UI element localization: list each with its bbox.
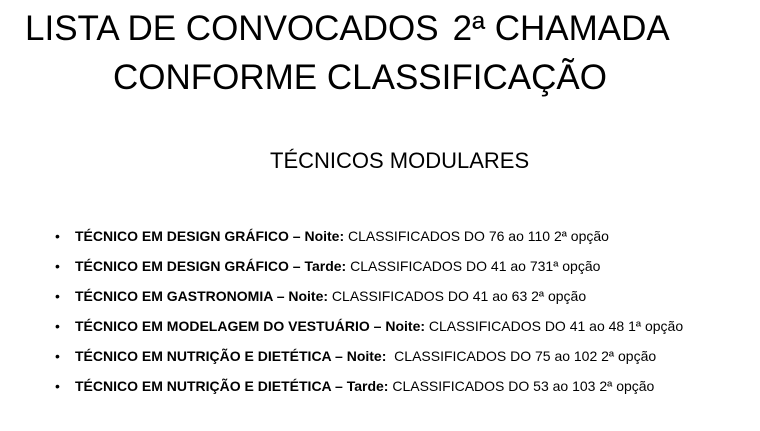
course-name: TÉCNICO EM NUTRIÇÃO E DIETÉTICA – Noite:: [75, 348, 387, 364]
list-item: [55, 319, 683, 349]
bullet-icon: •: [55, 348, 60, 364]
classification-range: CLASSIFICADOS DO 41 ao 48 1ª opção: [425, 318, 684, 334]
section-subtitle: TÉCNICOS MODULARES: [270, 148, 530, 173]
list-item: [55, 259, 683, 289]
bullet-icon: •: [55, 258, 60, 274]
course-name: TÉCNICO EM GASTRONOMIA – Noite:: [75, 288, 329, 304]
list-item: [55, 289, 683, 319]
classification-range: CLASSIFICADOS DO 41 ao 63 2ª opção: [328, 288, 587, 304]
classification-range: CLASSIFICADOS DO 53 ao 103 2ª opção: [388, 378, 655, 394]
course-name: TÉCNICO EM MODELAGEM DO VESTUÁRIO – Noite:: [75, 318, 426, 334]
classification-range: CLASSIFICADOS DO 75 ao 102 2ª opção: [386, 348, 657, 364]
list-item: [55, 379, 683, 409]
classification-range: CLASSIFICADOS DO 76 ao 110 2ª opção: [344, 228, 609, 244]
convocation-list: [55, 229, 683, 409]
bullet-icon: •: [55, 288, 60, 304]
bullet-icon: •: [55, 318, 60, 334]
classification-range: CLASSIFICADOS DO 41 ao 731ª opção: [346, 258, 601, 274]
bullet-icon: •: [55, 228, 60, 244]
bullet-icon: •: [55, 378, 60, 394]
page-title-line-2: CONFORME CLASSIFICAÇÃO: [113, 58, 607, 97]
list-item: [55, 229, 683, 259]
page-title-line-1: [25, 11, 670, 46]
course-name: TÉCNICO EM NUTRIÇÃO E DIETÉTICA – Tarde:: [75, 378, 389, 394]
title-call-label: 2ª CHAMADA: [452, 9, 670, 48]
list-item: [55, 349, 683, 379]
course-name: TÉCNICO EM DESIGN GRÁFICO – Noite:: [75, 228, 345, 244]
title-list-label: LISTA DE CONVOCADOS: [25, 9, 439, 48]
course-name: TÉCNICO EM DESIGN GRÁFICO – Tarde:: [75, 258, 347, 274]
